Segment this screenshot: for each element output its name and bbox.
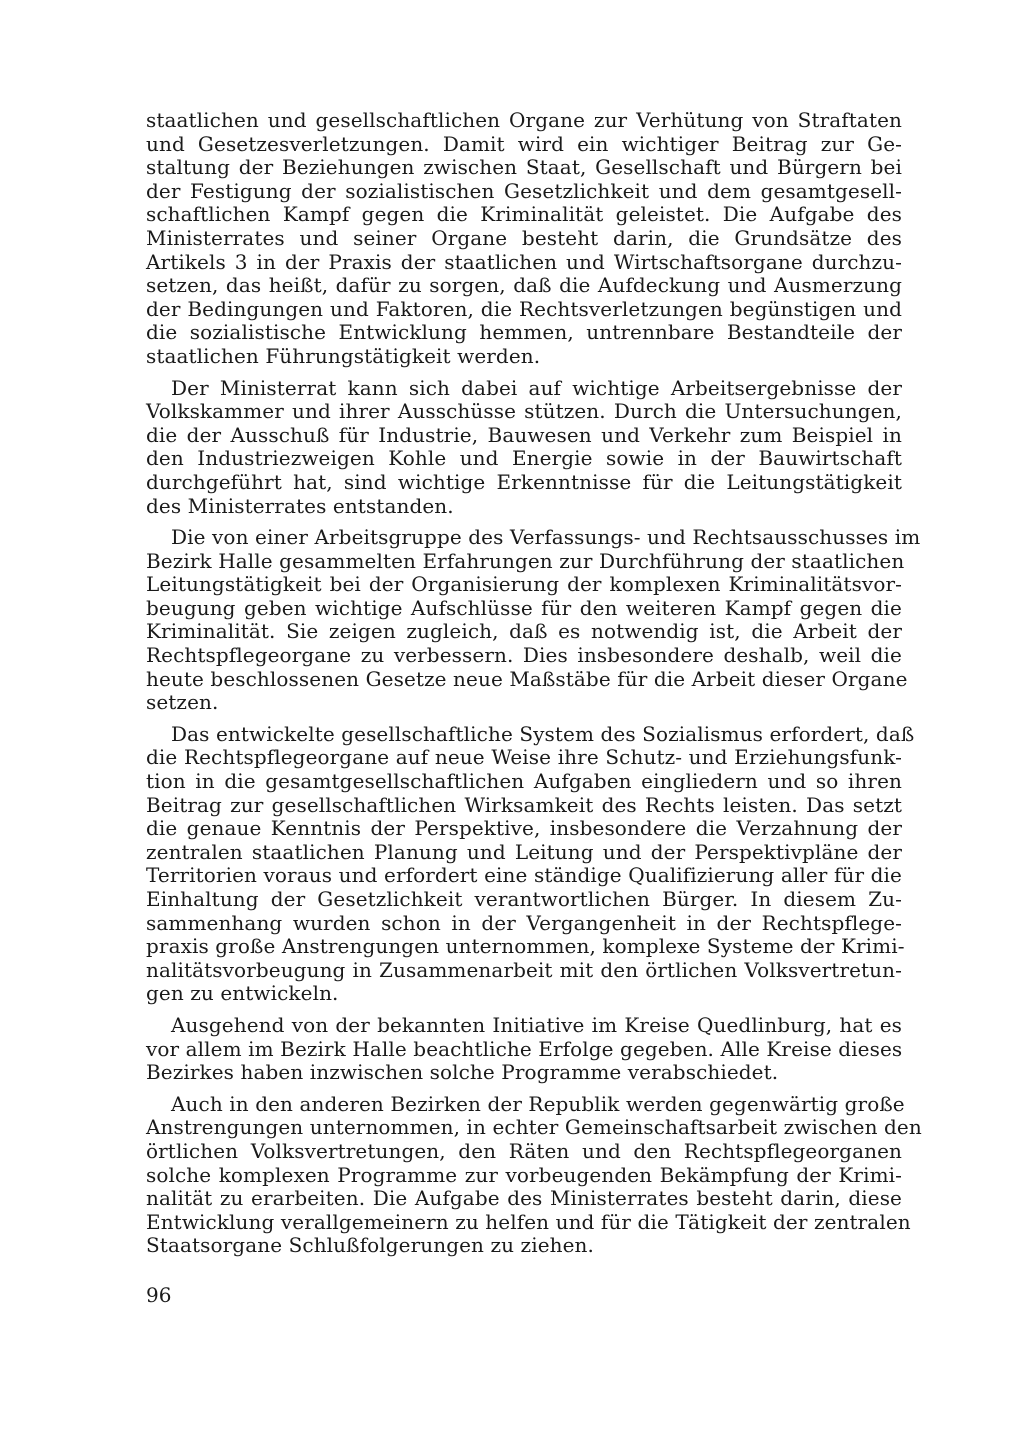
text-line: Ausgehend von der bekannten Initiative im Kreise Quedlinburg, hat es <box>171 1012 902 1037</box>
text-line: der Bedingungen und Faktoren, die Rechtsverletzungen begünstigen und <box>146 296 902 321</box>
page-number: 96 <box>146 1283 172 1307</box>
text-line: Kriminalität. Sie zeigen zugleich, daß es notwendig ist, die Arbeit der <box>146 619 902 644</box>
text-line: Leitungstätigkeit bei der Organisierung der komplexen Kriminalitätsvor- <box>146 572 902 597</box>
text-line: Staatsorgane Schlußfolgerungen zu ziehen. <box>146 1233 594 1258</box>
paragraph-1 <box>146 109 902 369</box>
document-body <box>146 108 922 1266</box>
text-line: heute beschlossenen Gesetze neue Maßstäbe für die Arbeit dieser Organe <box>146 666 908 691</box>
text-line: Territorien voraus und erfordert eine ständige Qualifizierung aller für die <box>146 863 902 888</box>
paragraph-5 <box>146 1014 902 1085</box>
text-line: Rechtspflegeorgane zu verbessern. Dies insbesondere deshalb, weil die <box>146 643 902 668</box>
text-line: Artikels 3 in der Praxis der staatlichen und Wirtschaftsorgane durchzu- <box>146 249 902 274</box>
text-line: die sozialistische Entwicklung hemmen, untrennbare Bestandteile der <box>146 320 902 345</box>
text-line: Beitrag zur gesellschaftlichen Wirksamkeit des Rechts leisten. Das setzt <box>146 792 902 817</box>
text-line: setzen. <box>146 690 219 715</box>
text-line: der Festigung der sozialistischen Gesetzlichkeit und dem gesamtgesell- <box>146 178 902 203</box>
text-line: sammenhang wurden schon in der Vergangenheit in der Rechtspflege- <box>146 910 902 935</box>
text-line: nalitätsvorbeugung in Zusammenarbeit mit den örtlichen Volksvertretun- <box>146 957 902 982</box>
text-line: staltung der Beziehungen zwischen Staat, Gesellschaft und Bürgern bei <box>146 155 902 180</box>
text-line: gen zu entwickeln. <box>146 981 339 1006</box>
text-line: Bezirkes haben inzwischen solche Programme verabschiedet. <box>146 1060 779 1085</box>
text-line: beugung geben wichtige Aufschlüsse für den weiteren Kampf gegen die <box>146 595 902 620</box>
text-line: zentralen staatlichen Planung und Leitung und der Perspektivpläne der <box>146 839 902 864</box>
text-line: staatlichen und gesellschaftlichen Organe zur Verhütung von Straftaten <box>146 108 902 132</box>
text-line: Volkskammer und ihrer Ausschüsse stützen. Durch die Untersuchungen, <box>146 399 902 424</box>
text-line: die Rechtspflegeorgane auf neue Weise ihre Schutz- und Erziehungsfunk- <box>146 745 902 770</box>
text-line: tion in die gesamtgesellschaftlichen Aufgaben eingliedern und so ihren <box>146 769 902 794</box>
paragraph-3 <box>146 525 921 715</box>
text-line: Entwicklung verallgemeinern zu helfen und für die Tätigkeit der zentralen <box>146 1209 911 1234</box>
text-line: die genaue Kenntnis der Perspektive, insbesondere die Verzahnung der <box>146 816 902 841</box>
text-line: und Gesetzesverletzungen. Damit wird ein wichtiger Beitrag zur Ge- <box>146 131 902 156</box>
text-line: Der Ministerrat kann sich dabei auf wichtige Arbeitsergebnisse der <box>171 375 902 400</box>
text-line: Auch in den anderen Bezirken der Republik werden gegenwärtig große <box>171 1091 905 1116</box>
text-line: Ministerrates und seiner Organe besteht darin, die Grundsätze des <box>146 225 902 250</box>
text-line: vor allem im Bezirk Halle beachtliche Erfolge gegeben. Alle Kreise dieses <box>146 1036 903 1061</box>
text-line: praxis große Anstrengungen unternommen, komplexe Systeme der Krimi- <box>146 934 905 959</box>
text-line: durchgeführt hat, sind wichtige Erkenntnisse für die Leitungstätigkeit <box>146 469 902 494</box>
paragraph-2 <box>146 377 902 519</box>
text-line: Das entwickelte gesellschaftliche System des Sozialismus erfordert, daß <box>171 721 915 746</box>
text-line: Bezirk Halle gesammelten Erfahrungen zur Durchführung der staatlichen <box>146 548 905 573</box>
text-line: örtlichen Volksvertretungen, den Räten und den Rechtspflegeorganen <box>146 1138 902 1163</box>
text-line: setzen, das heißt, dafür zu sorgen, daß die Aufdeckung und Ausmerzung <box>146 273 902 298</box>
text-line: des Ministerrates entstanden. <box>146 493 454 518</box>
text-line: den Industriezweigen Kohle und Energie sowie in der Bauwirtschaft <box>146 446 902 471</box>
text-line: nalität zu erarbeiten. Die Aufgabe des Ministerrates besteht darin, diese <box>146 1186 902 1211</box>
text-line: solche komplexen Programme zur vorbeugenden Bekämpfung der Krimi- <box>146 1162 902 1187</box>
text-line: staatlichen Führungstätigkeit werden. <box>146 343 541 368</box>
text-line: Die von einer Arbeitsgruppe des Verfassungs- und Rechtsausschusses im <box>171 525 921 550</box>
paragraph-6 <box>146 1091 922 1258</box>
text-line: die der Ausschuß für Industrie, Bauwesen und Verkehr zum Beispiel in <box>146 422 902 447</box>
text-line: schaftlichen Kampf gegen die Kriminalität geleistet. Die Aufgabe des <box>146 202 902 227</box>
text-line: Einhaltung der Gesetzlichkeit verantwortlichen Bürger. In diesem Zu- <box>146 887 902 911</box>
paragraph-4 <box>146 721 915 1006</box>
text-line: Anstrengungen unternommen, in echter Gemeinschaftsarbeit zwischen den <box>146 1115 922 1140</box>
